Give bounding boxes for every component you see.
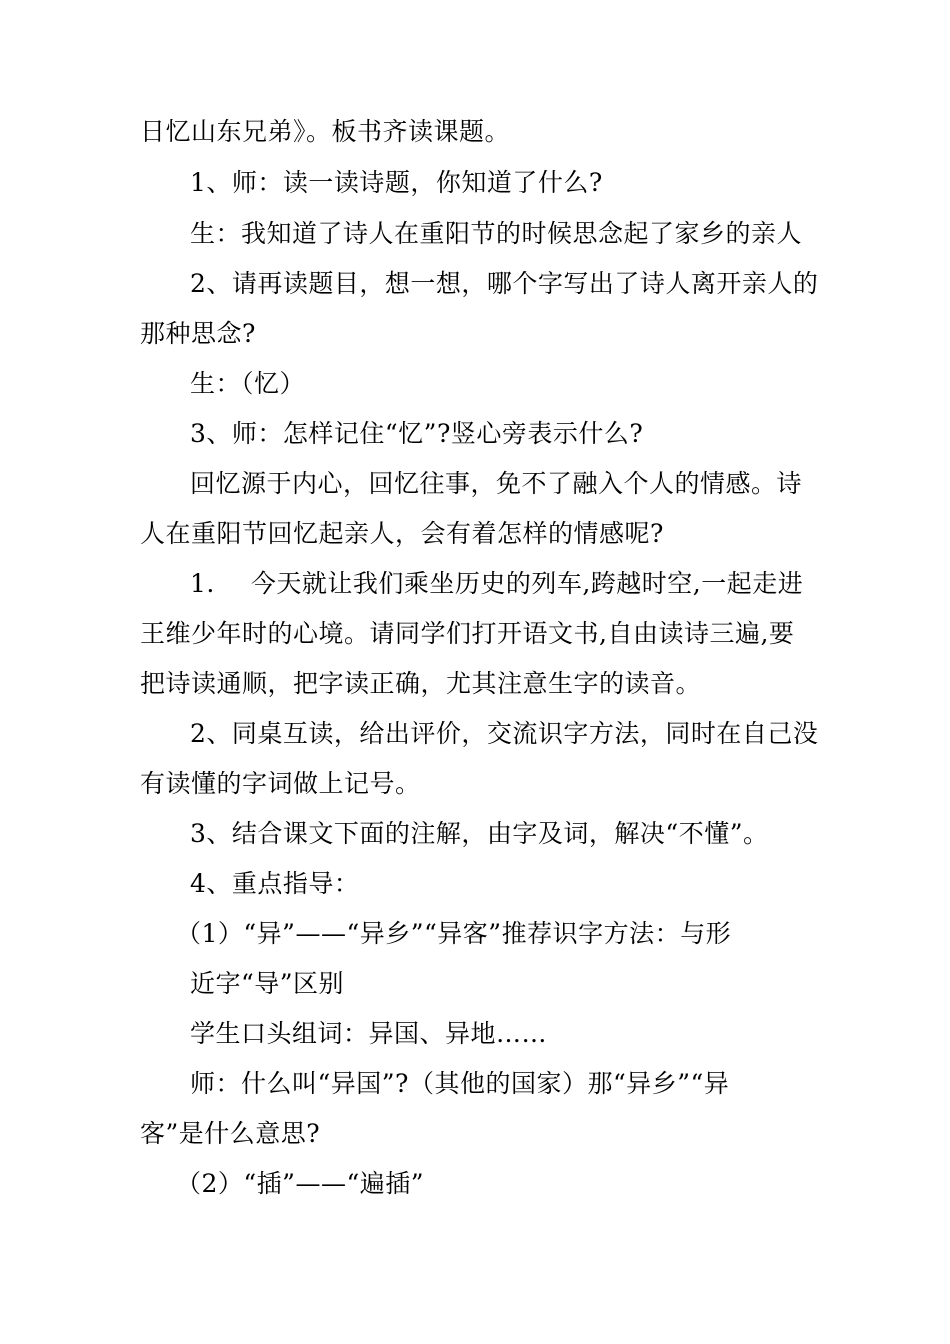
text-line: 有读懂的字词做上记号。 — [140, 769, 421, 798]
list-text: 今天就让我们乘坐历史的列车,跨越时空,一起走进 — [250, 569, 804, 598]
text-line: 把诗读通顺，把字读正确，尤其注意生字的读音。 — [140, 669, 702, 698]
text-line: 生：我知道了诗人在重阳节的时候思念起了家乡的亲人 — [190, 219, 803, 248]
text-line: 1、师：读一读诗题，你知道了什么? — [190, 168, 603, 197]
text-line: 回忆源于内心，回忆往事，免不了融入个人的情感。诗 — [190, 469, 803, 498]
text-line: 日忆山东兄弟》。板书齐读课题。 — [140, 117, 511, 146]
text-line: 客”是什么意思? — [140, 1119, 321, 1148]
list-number: 1. — [190, 569, 215, 598]
text-line: 近字“导”区别 — [190, 969, 345, 998]
text-line — [190, 564, 880, 604]
text-line: 学生口头组词：异国、异地…… — [190, 1019, 548, 1048]
text-line: 那种思念? — [140, 319, 256, 348]
text-line: 2、请再读题目，想一想，哪个字写出了诗人离开亲人的 — [190, 269, 819, 298]
text-line: （2）“插”——“遍插” — [176, 1169, 425, 1198]
text-line: 师：什么叫“异国”?（其他的国家）那“异乡”“异 — [190, 1069, 730, 1098]
text-line: （1）“异”——“异乡”“异客”推荐识字方法：与形 — [176, 919, 732, 948]
text-line: 3、师：怎样记住“忆”?竖心旁表示什么? — [190, 419, 644, 448]
text-line: 2、同桌互读，给出评价，交流识字方法，同时在自己没 — [190, 719, 819, 748]
text-line: 3、结合课文下面的注解，由字及词，解决“不懂”。 — [190, 819, 769, 848]
text-line: 4、重点指导： — [190, 869, 360, 898]
text-line: 王维少年时的心境。请同学们打开语文书,自由读诗三遍,要 — [140, 619, 795, 648]
text-line: 人在重阳节回忆起亲人，会有着怎样的情感呢? — [140, 519, 664, 548]
text-line: 生：（忆） — [190, 369, 306, 398]
